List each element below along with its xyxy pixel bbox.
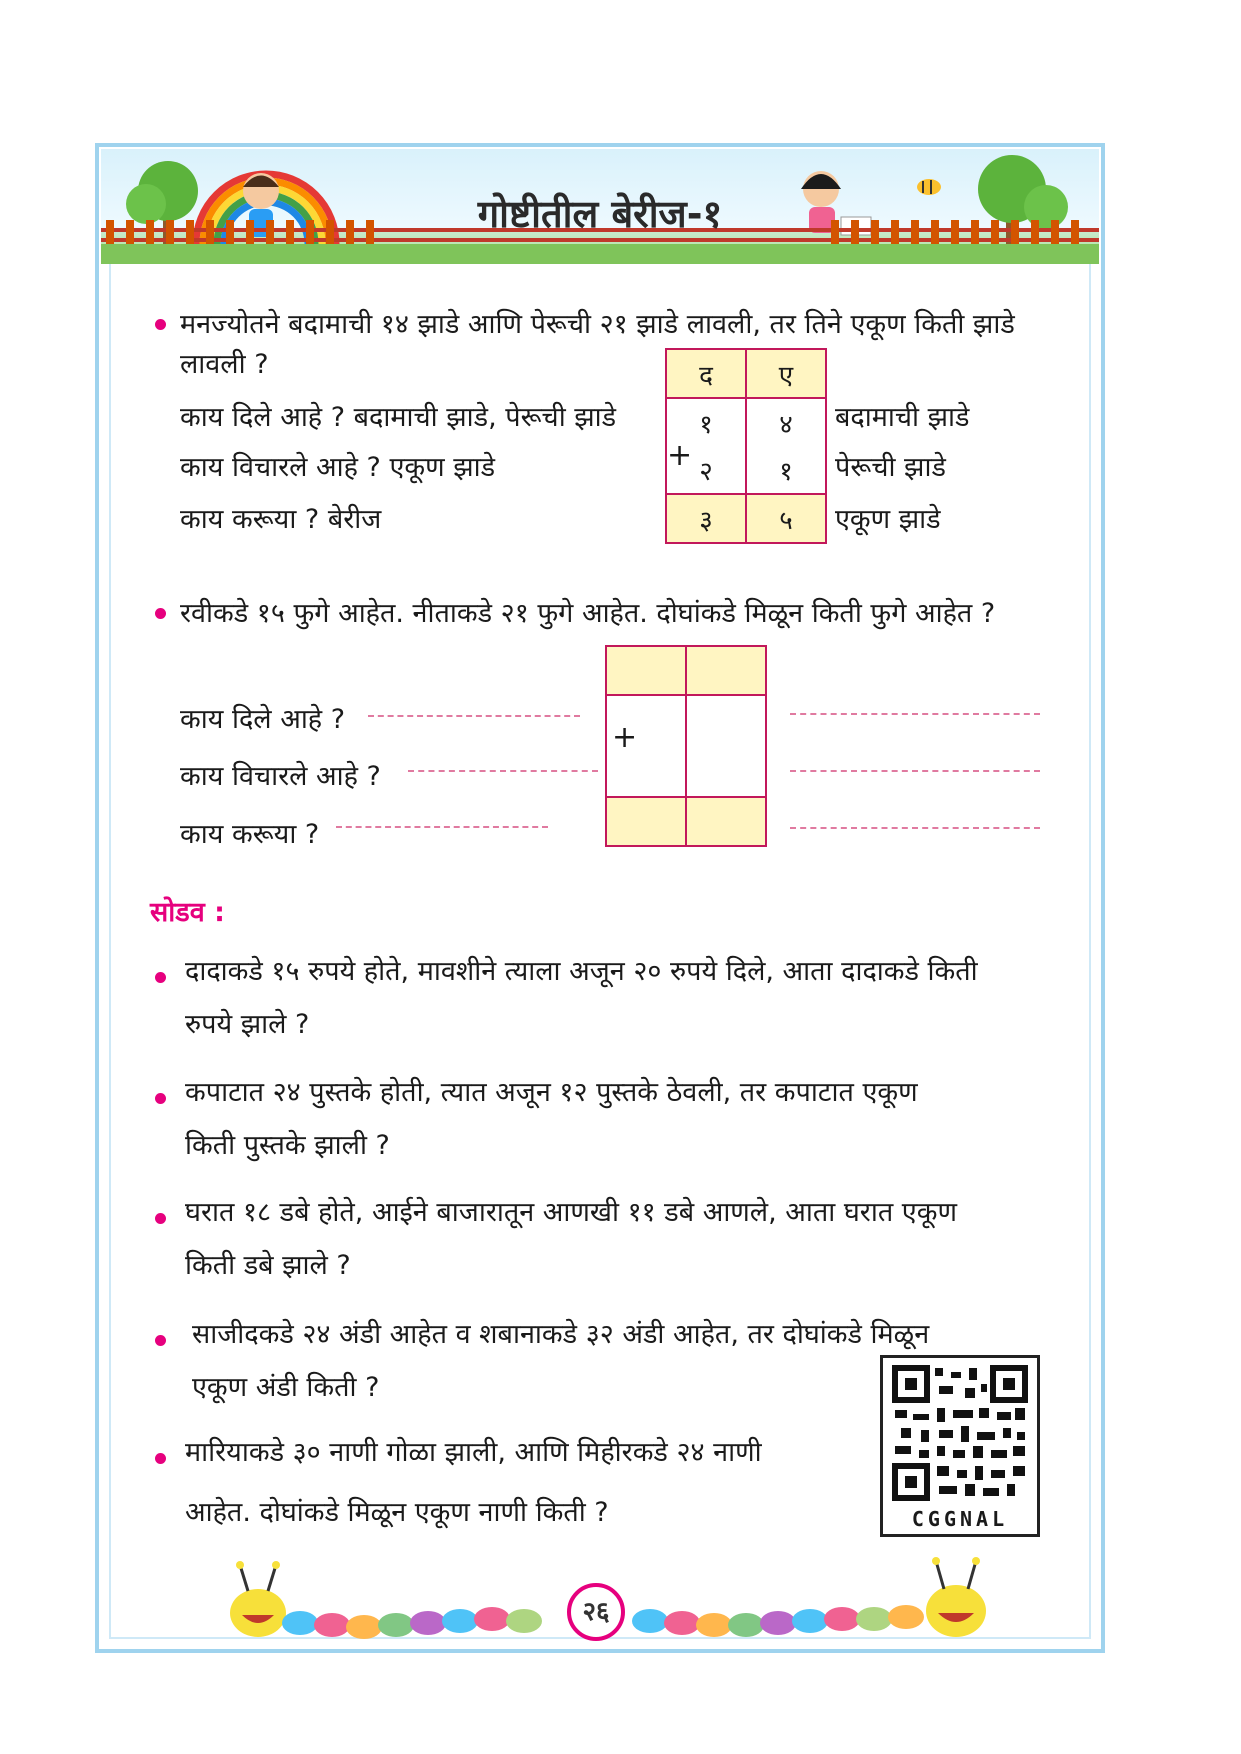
caterpillar-right [926, 1557, 986, 1637]
sum-ones: ५ [746, 494, 826, 543]
solve-heading: सोडव : [150, 897, 225, 928]
solve-item-1-line2: रुपये झाले ? [185, 1009, 310, 1040]
problem2-asked: काय विचारले आहे ? [180, 761, 381, 792]
solve-item-4-line2: एकूण अंडी किती ? [192, 1372, 380, 1403]
qr-code-label: CGGNAL [911, 1507, 1009, 1531]
problem1-asked: काय विचारले आहे ? एकूण झाडे [180, 452, 496, 483]
solve-item-2-line2: किती पुस्तके झाली ? [185, 1130, 390, 1161]
qr-code[interactable] [880, 1355, 1040, 1537]
answer-header-ones[interactable] [686, 646, 766, 695]
bullet-solve-2 [155, 1093, 166, 1104]
row1-ones: ४ [746, 398, 826, 446]
header-tens: द [666, 349, 746, 398]
answer-header-tens[interactable] [606, 646, 686, 695]
bullet-solve-5 [155, 1453, 166, 1464]
solve-item-5-line1: मारियाकडे ३० नाणी गोळा झाली, आणि मिहीरकडे २४ नाणी [185, 1437, 762, 1468]
problem2-line1: रवीकडे १५ फुगे आहेत. नीताकडे २१ फुगे आहेत. दोघांकडे मिळून किती फुगे आहेत ? [180, 598, 996, 629]
bullet-problem2 [155, 608, 166, 619]
bullet-solve-3 [155, 1213, 166, 1224]
answer-rows-ones[interactable] [686, 695, 766, 797]
problem1-todo: काय करूया ? बेरीज [180, 504, 382, 535]
answer-sum-tens[interactable] [606, 797, 686, 846]
answer-line-right-2[interactable] [790, 770, 1040, 772]
answer-line-given[interactable] [368, 715, 580, 717]
solve-item-2-line1: कपाटात २४ पुस्तके होती, त्यात अजून १२ पुस्तके ठेवली, तर कपाटात एकूण [185, 1077, 918, 1108]
answer-line-right-1[interactable] [790, 713, 1040, 715]
page-title: गोष्टीतील बेरीज-१ [477, 192, 723, 236]
grass-strip [101, 244, 1099, 264]
caterpillar-left [230, 1561, 286, 1637]
solve-item-4-line1: साजीदकडे २४ अंडी आहेत व शबानाकडे ३२ अंडी आहेत, तर दोघांकडे मिळून [192, 1319, 930, 1350]
problem1-line1: मनज्योतने बदामाची १४ झाडे आणि पेरूची २१ झाडे लावली, तर तिने एकूण किती झाडे [180, 309, 1015, 340]
problem1-given: काय दिले आहे ? बदामाची झाडे, पेरूची झाडे [180, 402, 617, 433]
solve-item-1-line1: दादाकडे १५ रुपये होते, मावशीने त्याला अजून २० रुपये दिले, आता दादाकडे किती [185, 956, 978, 987]
sum-tens: ३ [666, 494, 746, 543]
page-number: २६ [567, 1583, 625, 1641]
answer-line-todo[interactable] [336, 826, 548, 828]
header-ones: ए [746, 349, 826, 398]
qr-code-pattern [883, 1358, 1037, 1508]
answer-line-asked[interactable] [408, 770, 598, 772]
answer-sum-ones[interactable] [686, 797, 766, 846]
row2-tens: २ [666, 446, 746, 494]
plus-sign: + [667, 438, 693, 473]
label-row2: पेरूची झाडे [835, 452, 946, 483]
solve-item-3-line1: घरात १८ डबे होते, आईने बाजारातून आणखी ११ डबे आणले, आता घरात एकूण [185, 1197, 957, 1228]
problem2-todo: काय करूया ? [180, 819, 320, 850]
row2-ones: १ [746, 446, 826, 494]
plus-sign: + [612, 720, 638, 755]
label-row1: बदामाची झाडे [835, 402, 970, 433]
header-banner [101, 149, 1099, 264]
problem1-line2: लावली ? [180, 349, 269, 380]
bullet-solve-1 [155, 972, 166, 983]
bullet-solve-4 [155, 1335, 166, 1346]
label-sum: एकूण झाडे [835, 504, 941, 535]
row1-tens: १ [666, 398, 746, 446]
answer-line-right-3[interactable] [790, 827, 1040, 829]
solve-item-5-line2: आहेत. दोघांकडे मिळून एकूण नाणी किती ? [185, 1497, 609, 1528]
problem2-given: काय दिले आहे ? [180, 704, 346, 735]
solve-item-3-line2: किती डबे झाले ? [185, 1250, 351, 1281]
bullet-problem1 [155, 319, 166, 330]
